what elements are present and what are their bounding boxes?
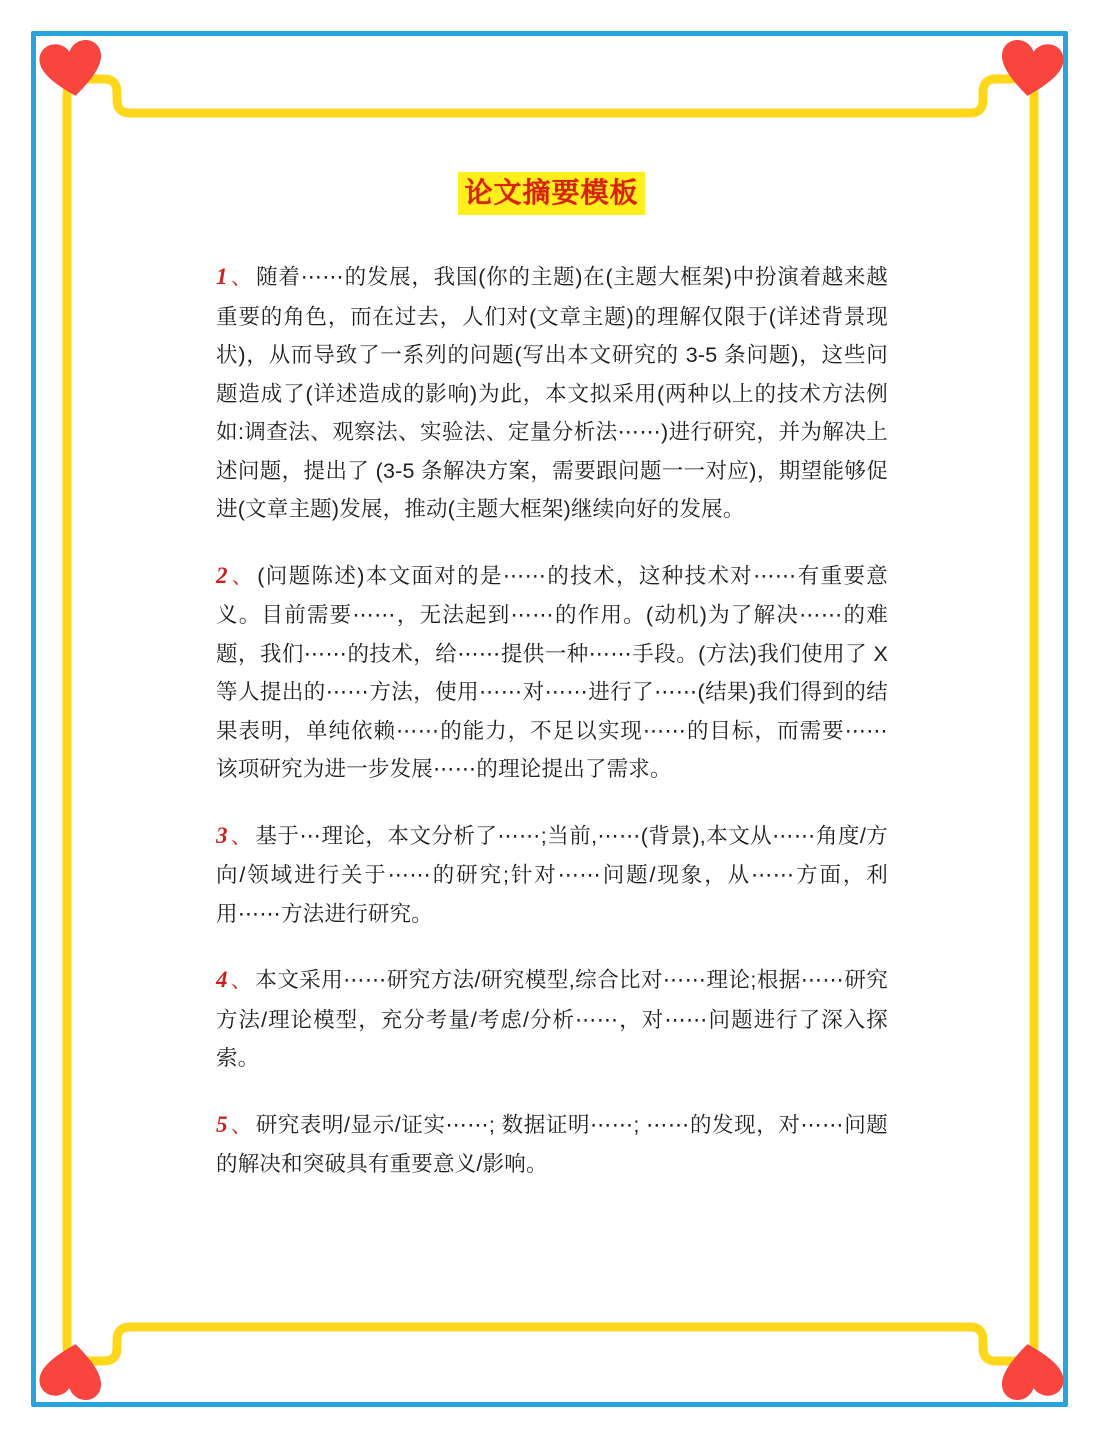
paragraph-number-4: 4 — [216, 967, 228, 992]
template-paragraph-4 — [216, 961, 888, 1078]
template-paragraph-5 — [216, 1106, 888, 1184]
paragraph-text-4: 本文采用⋯⋯研究方法/研究模型,综合比对⋯⋯理论;根据⋯⋯研究方法/理论模型，充分考量/考虑/分析⋯⋯，对⋯⋯问题进行了深入探索。 — [216, 968, 889, 1070]
paragraph-separator-3: 、 — [230, 825, 252, 848]
paragraph-text-3: 基于⋯理论，本文分析了⋯⋯;当前,⋯⋯(背景),本文从⋯⋯角度/方向/领域进行关于⋯⋯的研究;针对⋯⋯问题/现象，从⋯⋯方面，利用⋯⋯方法进行研究。 — [216, 823, 888, 926]
template-paragraph-3 — [216, 817, 888, 934]
paragraph-text-5: 研究表明/显示/证实⋯⋯; 数据证明⋯⋯; ⋯⋯的发现，对⋯⋯问题的解决和突破具有重要意义/影响。 — [216, 1112, 888, 1176]
paragraph-number-1: 1 — [216, 264, 228, 289]
paragraph-number-5: 5 — [216, 1111, 228, 1137]
page-title-text: 论文摘要模板 — [458, 172, 644, 215]
paragraph-text-1: 随着⋯⋯的发展，我国(你的主题)在(主题大框架)中扮演着越来越重要的角色，而在过去，人们对(文章主题)的理解仅限于(详述背景现状)，从而导致了一系列的问题(写出本文研究的 3-5 条问题)，这些问题造成了(详述造成的影响)为此，本文拟采用(两种以上的技术方法例如:调查法、观察法、实验法、定量分析法⋯⋯)进行研究，并为解决上述问题，提出了 (3-5 条解决方案，需要跟问题一一对应)，期望能够促进(文章主题)发展，推动(主题大框架)继续向好的发展。 — [216, 265, 889, 521]
paragraph-text-2: (问题陈述)本文面对的是⋯⋯的技术，这种技术对⋯⋯有重要意义。目前需要⋯⋯，无法起到⋯⋯的作用。(动机)为了解决⋯⋯的难题，我们⋯⋯的技术，给⋯⋯提供一种⋯⋯手段。(方法)我们使用了 X 等人提出的⋯⋯方法，使用⋯⋯对⋯⋯进行了⋯⋯(结果)我们得到的结果表明，单纯依赖⋯⋯的能力，不足以实现⋯⋯的目标，而需要⋯⋯该项研究为进一步发展⋯⋯的理论提出了需求。 — [216, 563, 889, 781]
template-paragraph-2 — [216, 557, 888, 789]
page-title — [0, 172, 1103, 215]
paragraph-separator-4: 、 — [230, 970, 252, 992]
paragraph-number-2: 2 — [216, 562, 228, 588]
paragraph-separator-1: 、 — [230, 267, 253, 289]
template-paragraph-1 — [216, 258, 888, 529]
paragraph-number-3: 3 — [216, 822, 228, 848]
template-paragraph-list — [216, 258, 888, 1184]
paragraph-separator-5: 、 — [230, 1114, 252, 1137]
paragraph-separator-2: 、 — [230, 565, 254, 588]
